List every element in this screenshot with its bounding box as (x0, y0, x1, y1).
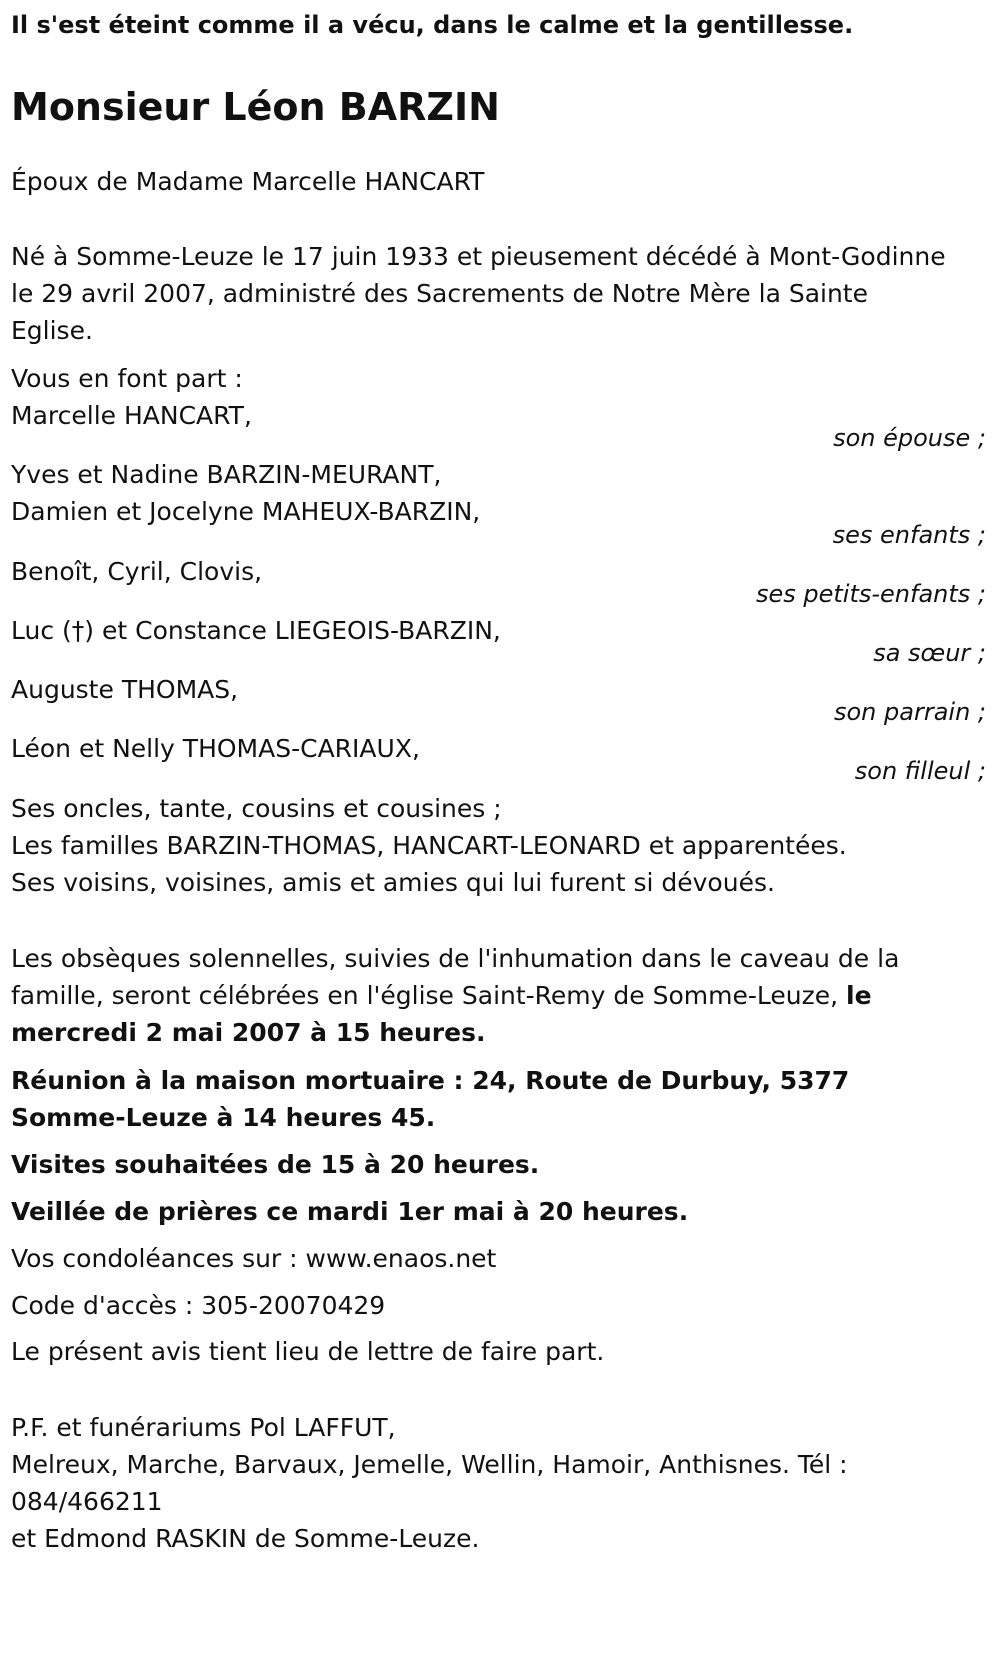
birth-death-paragraph (11, 237, 986, 351)
family-name-line: Damien et Jocelyne MAHEUX-BARZIN, (11, 497, 481, 526)
birth-line-1: Né à Somme-Leuze le 17 juin 1933 et pieusement décédé à Mont-Godinne (11, 242, 946, 271)
extended-family-list (11, 789, 986, 903)
vigil-line: Veillée de prières ce mardi 1er mai à 20 heures. (11, 1197, 689, 1226)
family-name-line: Auguste THOMAS, (11, 675, 239, 704)
relation-label-sister: sa sœur ; (873, 639, 986, 667)
extended-family-line: Ses voisins, voisines, amis et amies qui lui furent si dévoués. (11, 868, 775, 897)
funeral-paragraph (11, 939, 986, 1053)
funeral-line-2-text: famille, seront célébrées en l'église Saint-Remy de Somme-Leuze, (11, 981, 839, 1010)
relation-label-grandchildren: ses petits-enfants ; (755, 580, 986, 608)
visits-line: Visites souhaitées de 15 à 20 heures. (11, 1150, 540, 1179)
family-name-line: Benoît, Cyril, Clovis, (11, 557, 263, 586)
family-name-line: Léon et Nelly THOMAS-CARIAUX, (11, 734, 420, 763)
condolences-block (11, 1239, 986, 1279)
family-intro-block (11, 359, 986, 399)
reunion-line-1: Réunion à la maison mortuaire : 24, Route de Durbuy, 5377 (11, 1066, 850, 1095)
vigil-block (11, 1192, 986, 1232)
extended-family-line: Ses oncles, tante, cousins et cousines ; (11, 794, 502, 823)
funeral-line-2 (11, 976, 986, 1016)
family-name-line: Marcelle HANCART, (11, 401, 252, 430)
funeral-home-line-2: Melreux, Marche, Barvaux, Jemelle, Wellin, Hamoir, Anthisnes. Tél : (11, 1450, 848, 1479)
relation-label-godfather: son parrain ; (833, 698, 986, 726)
family-name-line: Yves et Nadine BARZIN-MEURANT, (11, 460, 442, 489)
funeral-home-phone: 084/466211 (11, 1487, 163, 1516)
access-code-line: Code d'accès : 305-20070429 (11, 1291, 386, 1320)
relation-label-godson: son filleul ; (854, 757, 986, 785)
notice-line: Le présent avis tient lieu de lettre de faire part. (11, 1337, 605, 1366)
family-intro: Vous en font part : (11, 364, 243, 393)
family-name-line: Luc (†) et Constance LIEGEOIS-BARZIN, (11, 616, 501, 645)
birth-line-2: le 29 avril 2007, administré des Sacrements de Notre Mère la Sainte (11, 279, 868, 308)
relation-label-children: ses enfants ; (832, 521, 986, 549)
funeral-home-block (11, 1408, 986, 1559)
motto-heading: Il s'est éteint comme il a vécu, dans le calme et la gentillesse. (11, 11, 854, 39)
reunion-block (11, 1061, 986, 1138)
funeral-line-1: Les obsèques solennelles, suivies de l'inhumation dans le caveau de la (11, 944, 900, 973)
extended-family-line: Les familles BARZIN-THOMAS, HANCART-LEONARD et apparentées. (11, 831, 847, 860)
funeral-home-line-1: P.F. et funérariums Pol LAFFUT, (11, 1413, 396, 1442)
condolences-line: Vos condoléances sur : www.enaos.net (11, 1244, 497, 1273)
reunion-line-2: Somme-Leuze à 14 heures 45. (11, 1103, 436, 1132)
funeral-date: mercredi 2 mai 2007 à 15 heures. (11, 1018, 486, 1047)
spouse-line-block (11, 162, 986, 202)
spouse-line: Époux de Madame Marcelle HANCART (11, 167, 485, 196)
relation-label-spouse: son épouse ; (833, 424, 986, 452)
visits-block (11, 1145, 986, 1185)
access-code-block (11, 1286, 986, 1326)
funeral-home-line-4: et Edmond RASKIN de Somme-Leuze. (11, 1524, 480, 1553)
birth-line-3: Eglise. (11, 316, 93, 345)
funeral-date-start: le (846, 981, 872, 1010)
deceased-name: Monsieur Léon BARZIN (11, 85, 500, 129)
notice-block (11, 1332, 986, 1372)
